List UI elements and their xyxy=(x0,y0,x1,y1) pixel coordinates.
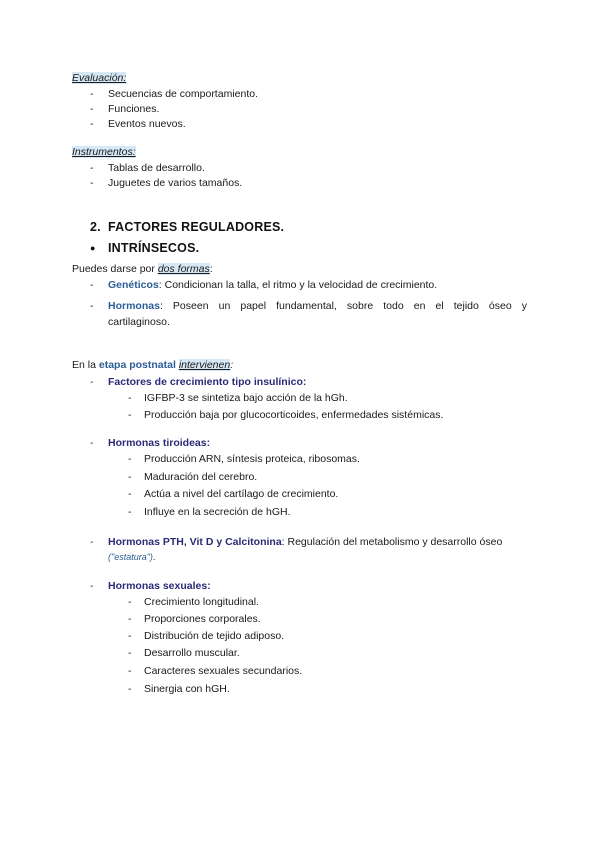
hormonas-text: : Poseen un papel fundamental, sobre todo en el tejido óseo y xyxy=(159,300,527,312)
factores-item: Producción baja por glucocorticoides, enfermedades sistémicas. xyxy=(144,409,444,421)
geneticos-text: : Condicionan la talla, el ritmo y la velocidad de crecimiento. xyxy=(158,279,438,291)
dash-marker: - xyxy=(128,471,132,483)
tiroideas-item: Influye en la secreción de hGH. xyxy=(144,506,291,518)
hormonas-continuation: cartilaginoso. xyxy=(108,316,170,328)
evaluacion-label: Evaluación: xyxy=(72,72,127,84)
dash-marker: - xyxy=(128,647,132,659)
postnatal-bold: etapa postnatal xyxy=(98,359,176,371)
pth-line xyxy=(108,536,502,548)
dash-marker: - xyxy=(90,580,94,592)
geneticos-label: Genéticos xyxy=(108,279,159,291)
section-title: FACTORES REGULADORES. xyxy=(108,220,285,234)
sexuales-item: Crecimiento longitudinal. xyxy=(144,596,259,608)
intro-suffix: : xyxy=(209,263,213,275)
postnatal-prefix: En la xyxy=(72,359,99,371)
instrumentos-item: Juguetes de varios tamaños. xyxy=(108,177,243,189)
tiroideas-item: Maduración del cerebro. xyxy=(144,471,258,483)
pth-note-end: . xyxy=(152,552,156,562)
hormonas-label: Hormonas xyxy=(108,300,160,312)
evaluacion-item: Eventos nuevos. xyxy=(108,118,186,130)
sexuales-item: Desarrollo muscular. xyxy=(144,647,240,659)
dash-marker: - xyxy=(128,665,132,677)
dash-marker: - xyxy=(90,177,94,189)
dash-marker: - xyxy=(128,453,132,465)
dash-marker: - xyxy=(128,488,132,500)
factores-item: IGFBP-3 se sintetiza bajo acción de la hGh. xyxy=(144,392,348,404)
sexuales-item: Sinergia con hGH. xyxy=(144,683,230,695)
tiroideas-item: Actúa a nivel del cartílago de crecimiento. xyxy=(144,488,339,500)
dash-marker: - xyxy=(90,162,94,174)
postnatal-highlight: intervienen xyxy=(178,359,231,371)
dash-marker: - xyxy=(128,506,132,518)
postnatal-line xyxy=(72,359,233,371)
geneticos-line xyxy=(108,279,437,291)
dash-marker: - xyxy=(90,118,94,130)
tiroideas-label: Hormonas tiroideas: xyxy=(108,437,211,449)
evaluacion-item: Secuencias de comportamiento. xyxy=(108,88,258,100)
postnatal-suffix: : xyxy=(230,359,234,371)
sexuales-item: Caracteres sexuales secundarios. xyxy=(144,665,303,677)
dash-marker: - xyxy=(128,409,132,421)
pth-label: Hormonas PTH, Vit D y Calcitonina xyxy=(108,536,282,548)
dash-marker: - xyxy=(90,279,94,291)
sexuales-item: Proporciones corporales. xyxy=(144,613,261,625)
dash-marker: - xyxy=(90,88,94,100)
instrumentos-label: Instrumentos: xyxy=(72,146,136,158)
evaluacion-item: Funciones. xyxy=(108,103,160,115)
instrumentos-item: Tablas de desarrollo. xyxy=(108,162,205,174)
factores-label: Factores de crecimiento tipo insulínico: xyxy=(108,376,307,388)
dash-marker: - xyxy=(90,103,94,115)
pth-note-line xyxy=(108,552,155,562)
dash-marker: - xyxy=(128,630,132,642)
subsection-title: INTRÍNSECOS. xyxy=(108,241,200,255)
dash-marker: - xyxy=(128,613,132,625)
dash-marker: - xyxy=(128,596,132,608)
intro-prefix: Puedes darse por xyxy=(72,263,158,275)
hormonas-line xyxy=(108,300,527,312)
section-number: 2. xyxy=(90,220,101,234)
dash-marker: - xyxy=(128,392,132,404)
pth-text: : Regulación del metabolismo y desarrollo óseo xyxy=(281,536,503,548)
sexuales-item: Distribución de tejido adiposo. xyxy=(144,630,285,642)
dash-marker: - xyxy=(128,683,132,695)
dash-marker: - xyxy=(90,376,94,388)
dash-marker: - xyxy=(90,536,94,548)
bullet-icon: ● xyxy=(90,243,96,253)
pth-note: ("estatura") xyxy=(108,552,153,562)
dash-marker: - xyxy=(90,300,94,312)
tiroideas-item: Producción ARN, síntesis proteica, ribosomas. xyxy=(144,453,360,465)
sexuales-label: Hormonas sexuales: xyxy=(108,580,211,592)
intro-highlight: dos formas xyxy=(157,263,210,275)
dash-marker: - xyxy=(90,437,94,449)
intro-line xyxy=(72,263,213,275)
